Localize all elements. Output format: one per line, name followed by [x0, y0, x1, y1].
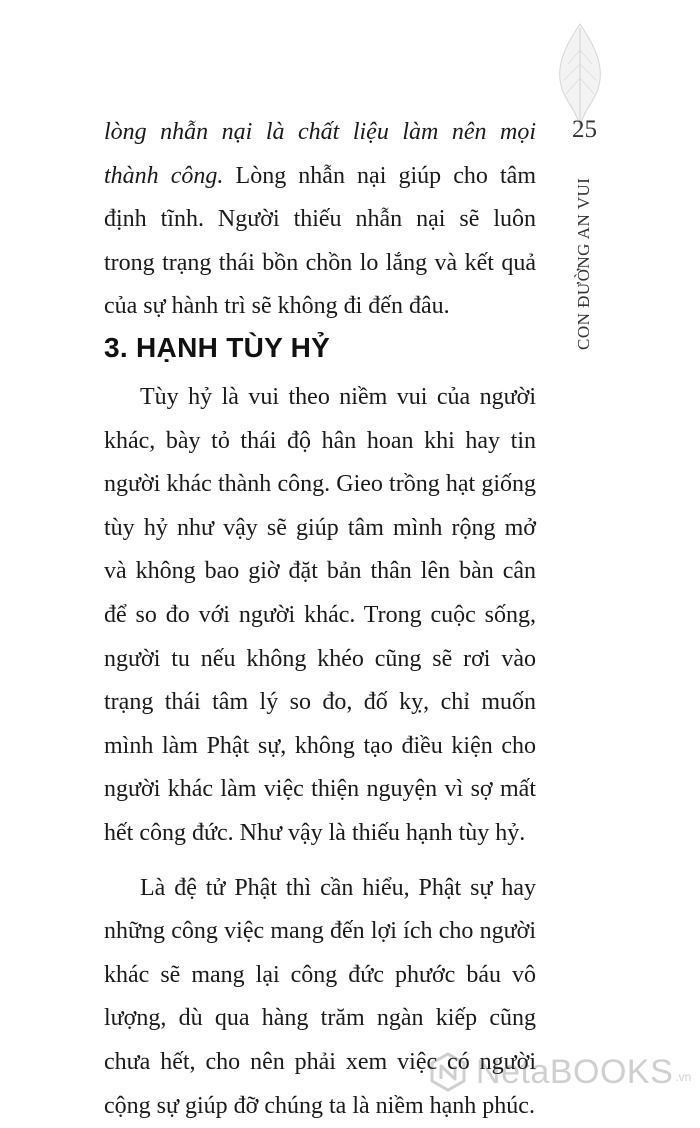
page-number: 25 — [572, 116, 597, 143]
paragraph — [104, 111, 536, 329]
section-body — [104, 376, 536, 1128]
paragraph: Là đệ tử Phật thì cần hiểu, Phật sự hay những công việc mang đến lợi ích cho người khác sẽ mang lại công đức phước báu vô lượng, dù qua hàng trăm ngàn kiếp cũng chưa hết, cho nên phải xem việc có người cộng sự giúp đỡ chúng ta là niềm hạnh phúc. — [104, 874, 536, 1119]
watermark-suffix: .vn — [675, 1070, 692, 1084]
paragraph: Tùy hỷ là vui theo niềm vui của người khác, bày tỏ thái độ hân hoan khi hay tin người khác thành công. Gieo trồng hạt giống tùy hỷ như vậy sẽ giúp tâm mình rộng mở và không bao giờ đặt bản thân lên bàn cân để so đo với người khác. Trong cuộc sống, người tu nếu không khéo cũng sẽ rơi vào trạng thái tâm lý so đo, đố kỵ, chỉ muốn mình làm Phật sự, không tạo điều kiện cho người khác làm việc thiện nguyện vì sợ mất hết công đức. Như vậy là thiếu hạnh tùy hỷ. — [104, 384, 536, 846]
italic-phrase: lòng nhẫn nại là chất liệu làm nên mọi thành công. — [104, 119, 536, 189]
section-heading: 3. HẠNH TÙY HỶ — [104, 332, 331, 363]
watermark — [428, 1052, 691, 1092]
netabooks-logo-icon — [428, 1052, 468, 1092]
watermark-brand: NetaBOOKS — [476, 1052, 674, 1091]
bodhi-leaf-icon — [540, 20, 620, 130]
paragraph-text: Lòng nhẫn nại giúp cho tâm định tĩnh. Người thiếu nhẫn nại sẽ luôn trong trạng thái bồn chồn lo lắng và kết quả của sự hành trì sẽ không đi đến đâu. — [104, 162, 536, 320]
continued-paragraph — [104, 111, 536, 329]
running-title: CON ĐƯỜNG AN VUI — [574, 177, 593, 350]
